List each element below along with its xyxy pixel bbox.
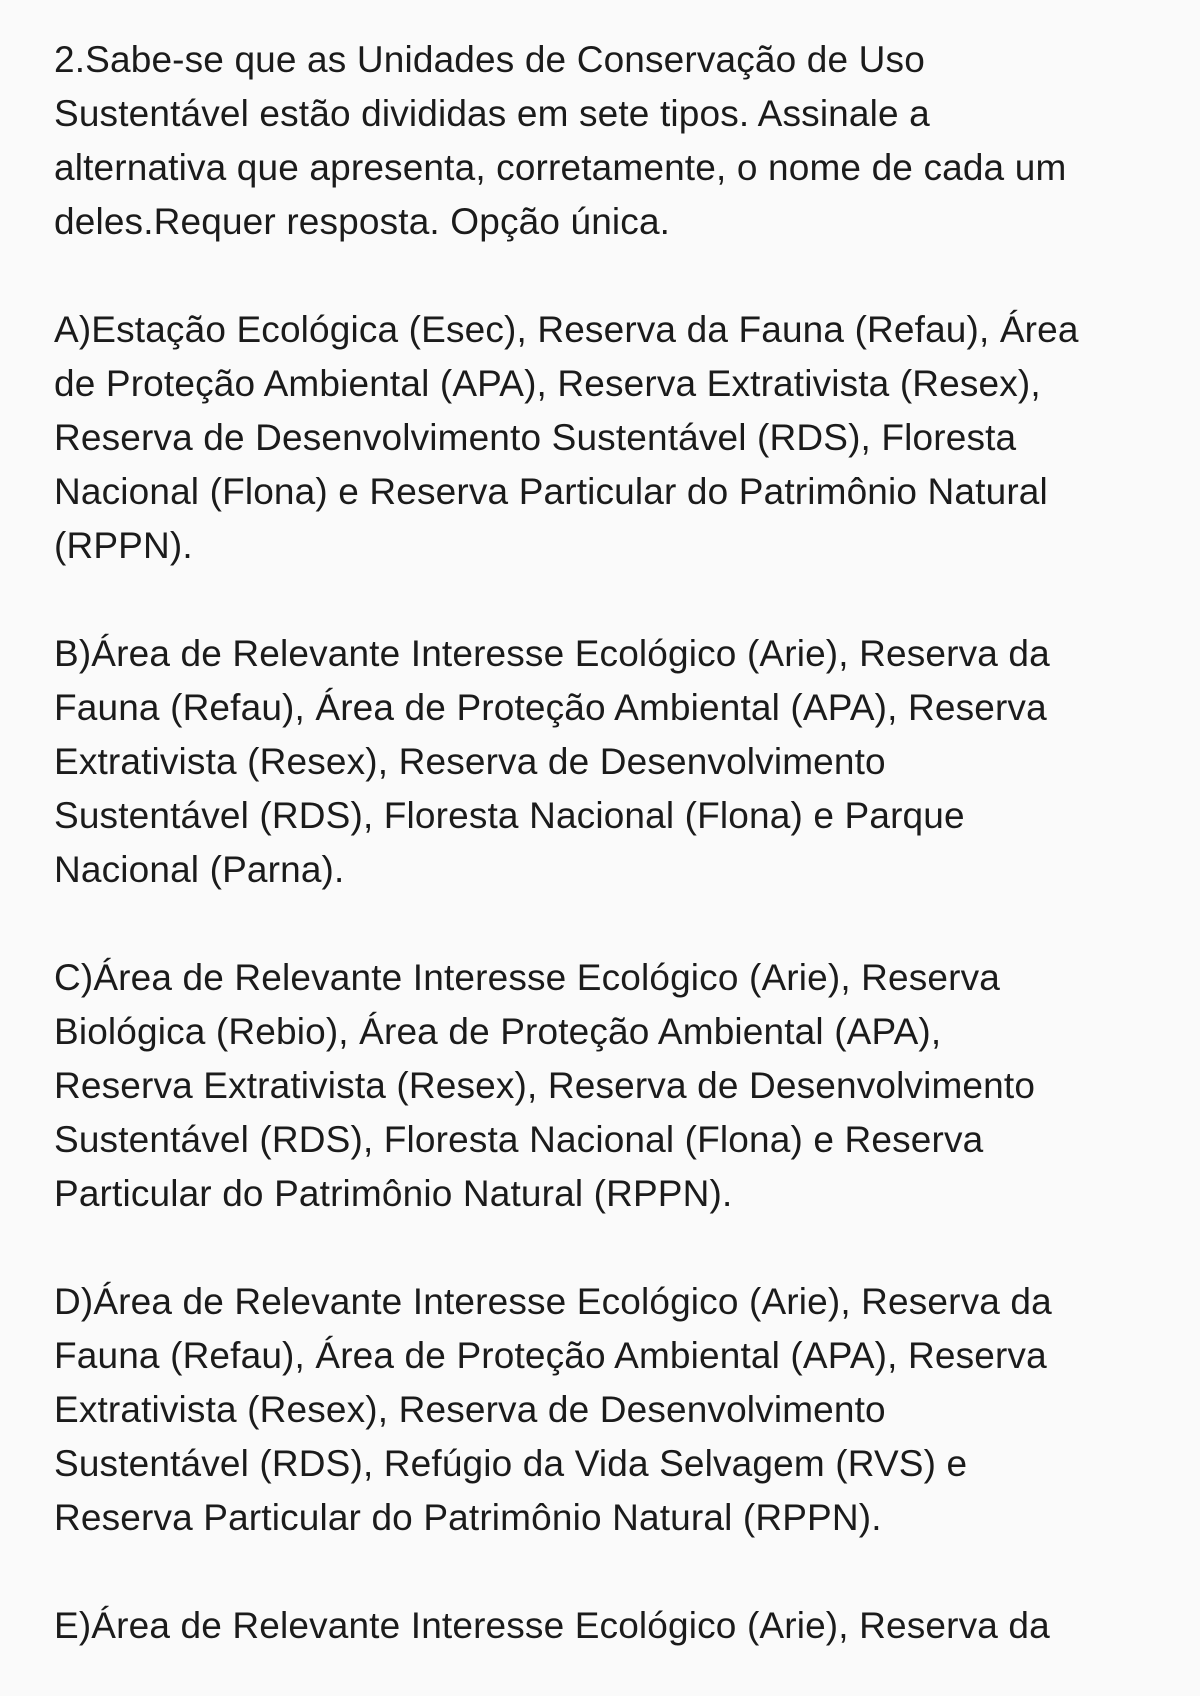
- text-line: deles.Requer resposta. Opção única.: [54, 201, 671, 242]
- text-line: Extrativista (Resex), Reserva de Desenvolvimento: [54, 741, 886, 782]
- text-line: (RPPN).: [54, 525, 193, 566]
- text-line: Extrativista (Resex), Reserva de Desenvolvimento: [54, 1389, 886, 1430]
- option-c[interactable]: [54, 951, 1160, 1221]
- text-line: alternativa que apresenta, corretamente, o nome de cada um: [54, 147, 1067, 188]
- option-b[interactable]: [54, 627, 1160, 897]
- text-line: Particular do Patrimônio Natural (RPPN).: [54, 1173, 733, 1214]
- text-line: de Proteção Ambiental (APA), Reserva Extrativista (Resex),: [54, 363, 1041, 404]
- text-line: C)Área de Relevante Interesse Ecológico (Arie), Reserva: [54, 957, 1001, 998]
- option-a[interactable]: [54, 303, 1160, 573]
- option-d[interactable]: [54, 1275, 1160, 1545]
- text-line: Sustentável estão divididas em sete tipos. Assinale a: [54, 93, 930, 134]
- text-line: B)Área de Relevante Interesse Ecológico (Arie), Reserva da: [54, 633, 1050, 674]
- text-line: A)Estação Ecológica (Esec), Reserva da Fauna (Refau), Área: [54, 309, 1079, 350]
- text-line: 2.Sabe-se que as Unidades de Conservação de Uso: [54, 39, 925, 80]
- text-line: Nacional (Parna).: [54, 849, 345, 890]
- text-line: Sustentável (RDS), Floresta Nacional (Flona) e Reserva: [54, 1119, 984, 1160]
- text-line: Sustentável (RDS), Floresta Nacional (Flona) e Parque: [54, 795, 965, 836]
- text-line: Reserva Extrativista (Resex), Reserva de Desenvolvimento: [54, 1065, 1036, 1106]
- text-line: Biológica (Rebio), Área de Proteção Ambiental (APA),: [54, 1011, 942, 1052]
- text-line: D)Área de Relevante Interesse Ecológico (Arie), Reserva da: [54, 1281, 1052, 1322]
- text-line: Nacional (Flona) e Reserva Particular do Patrimônio Natural: [54, 471, 1048, 512]
- question-text: [54, 33, 1160, 249]
- text-line: Reserva de Desenvolvimento Sustentável (RDS), Floresta: [54, 417, 1017, 458]
- text-line: Sustentável (RDS), Refúgio da Vida Selvagem (RVS) e: [54, 1443, 968, 1484]
- text-line: Fauna (Refau), Área de Proteção Ambiental (APA), Reserva: [54, 1335, 1047, 1376]
- text-line: E)Área de Relevante Interesse Ecológico (Arie), Reserva da: [54, 1605, 1050, 1646]
- text-line: Reserva Particular do Patrimônio Natural (RPPN).: [54, 1497, 882, 1538]
- option-e[interactable]: [54, 1599, 1160, 1653]
- text-line: Fauna (Refau), Área de Proteção Ambiental (APA), Reserva: [54, 687, 1047, 728]
